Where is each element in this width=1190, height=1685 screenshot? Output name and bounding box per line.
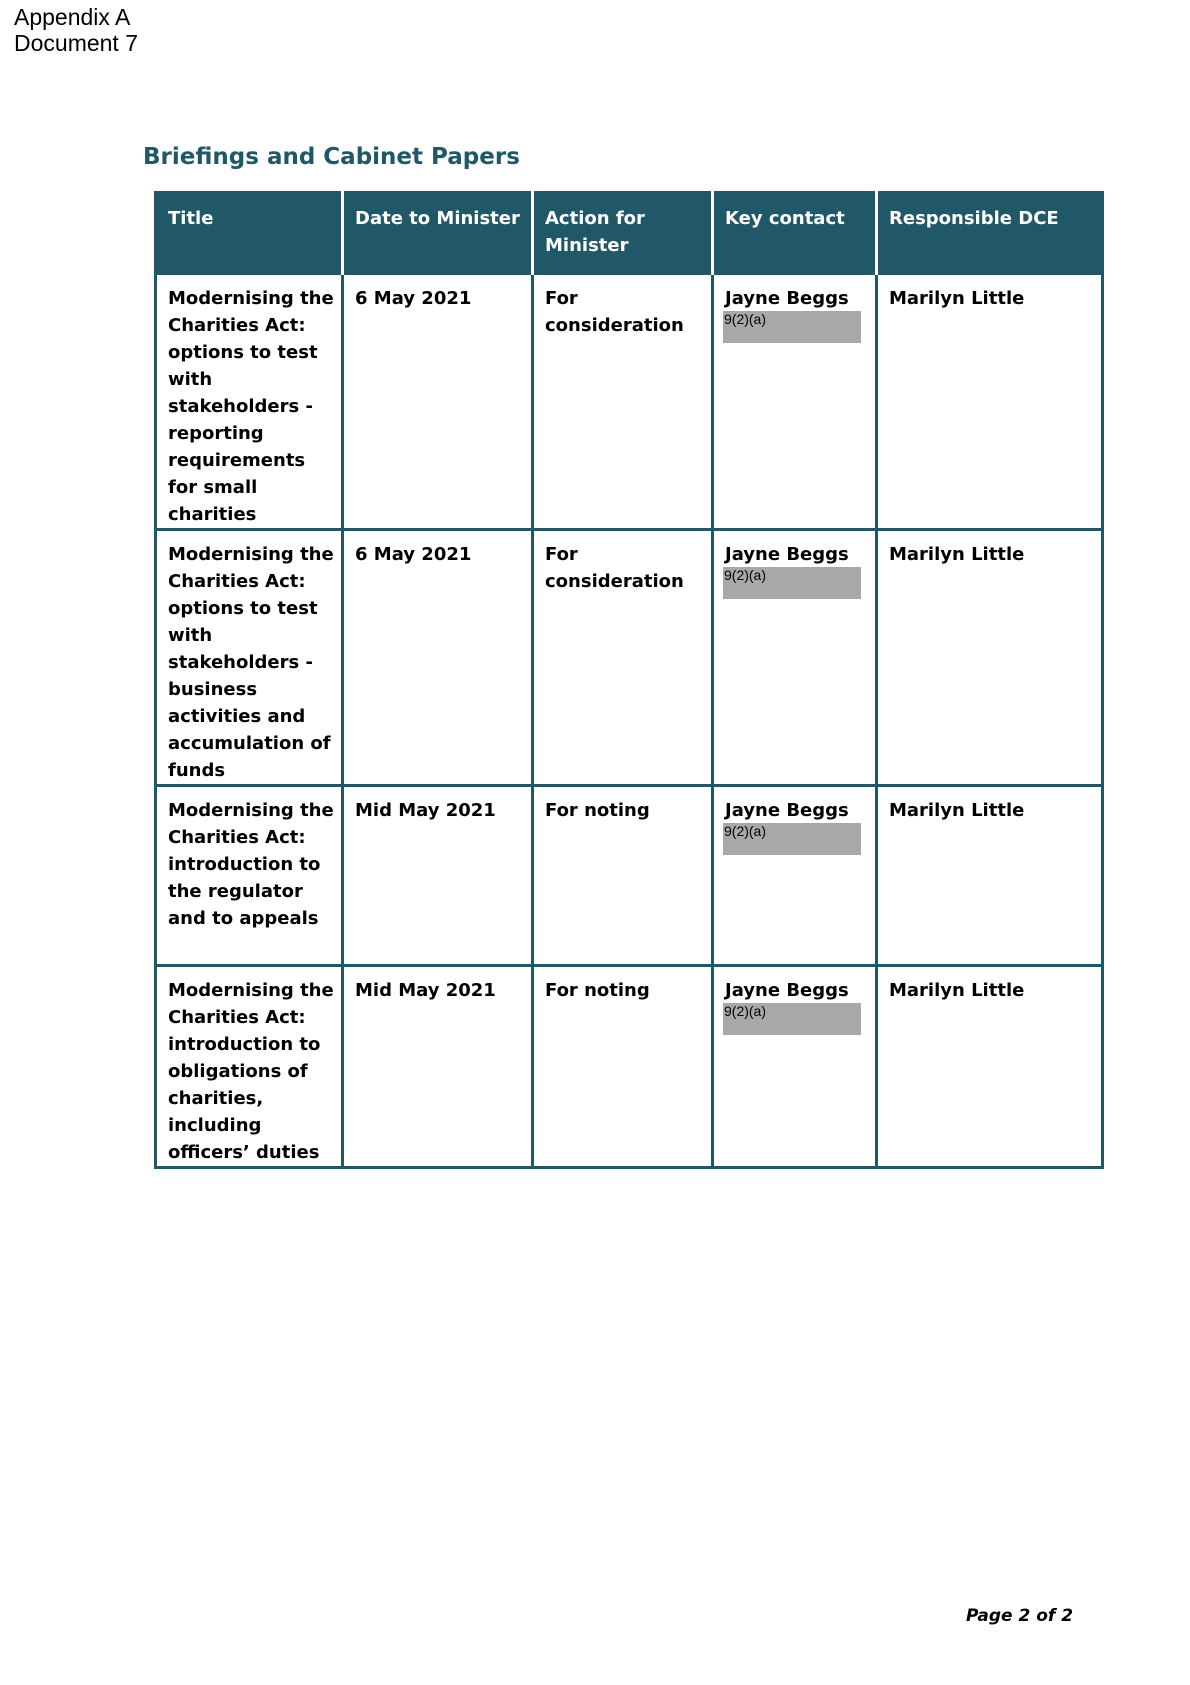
redaction-box: 9(2)(a) xyxy=(723,311,861,343)
cell-responsible-dce: Marilyn Little xyxy=(877,274,1103,530)
column-header-title: Title xyxy=(156,193,343,274)
appendix-label: Appendix A xyxy=(14,4,131,30)
cell-action: For consideration xyxy=(533,274,713,530)
table-row xyxy=(156,966,1103,1168)
cell-responsible-dce: Marilyn Little xyxy=(877,786,1103,966)
contact-name: Jayne Beggs xyxy=(725,980,849,1001)
contact-name: Jayne Beggs xyxy=(725,800,849,821)
document-number-label: Document 7 xyxy=(14,30,139,56)
cell-date: Mid May 2021 xyxy=(343,786,533,966)
cell-title: Modernising the Charities Act: options to test with stakeholders - business activities and accumulation of funds xyxy=(156,530,343,786)
cell-title: Modernising the Charities Act: options to test with stakeholders - reporting requirements for small charities xyxy=(156,274,343,530)
cell-action: For consideration xyxy=(533,530,713,786)
table-row xyxy=(156,274,1103,530)
redaction-box: 9(2)(a) xyxy=(723,567,861,599)
cell-date: Mid May 2021 xyxy=(343,966,533,1168)
cell-date: 6 May 2021 xyxy=(343,530,533,786)
cell-responsible-dce: Marilyn Little xyxy=(877,530,1103,786)
column-header-action: Action for Minister xyxy=(533,193,713,274)
cell-key-contact xyxy=(713,530,877,786)
column-header-date: Date to Minister xyxy=(343,193,533,274)
cell-action: For noting xyxy=(533,966,713,1168)
cell-responsible-dce: Marilyn Little xyxy=(877,966,1103,1168)
page-number: Page 2 of 2 xyxy=(966,1606,1074,1626)
column-header-key-contact: Key contact xyxy=(713,193,877,274)
redaction-box: 9(2)(a) xyxy=(723,823,861,855)
contact-name: Jayne Beggs xyxy=(725,544,849,565)
cell-date: 6 May 2021 xyxy=(343,274,533,530)
column-header-responsible-dce: Responsible DCE xyxy=(877,193,1103,274)
table-header-row xyxy=(156,193,1103,274)
cell-title: Modernising the Charities Act: introduction to obligations of charities, including officers’ duties xyxy=(156,966,343,1168)
briefings-table xyxy=(154,191,1104,1169)
section-title: Briefings and Cabinet Papers xyxy=(143,144,520,170)
cell-key-contact xyxy=(713,786,877,966)
redaction-box: 9(2)(a) xyxy=(723,1003,861,1035)
table-row xyxy=(156,786,1103,966)
cell-key-contact xyxy=(713,274,877,530)
table-row xyxy=(156,530,1103,786)
cell-key-contact xyxy=(713,966,877,1168)
cell-title: Modernising the Charities Act: introduction to the regulator and to appeals xyxy=(156,786,343,966)
document-header xyxy=(14,4,138,56)
cell-action: For noting xyxy=(533,786,713,966)
contact-name: Jayne Beggs xyxy=(725,288,849,309)
